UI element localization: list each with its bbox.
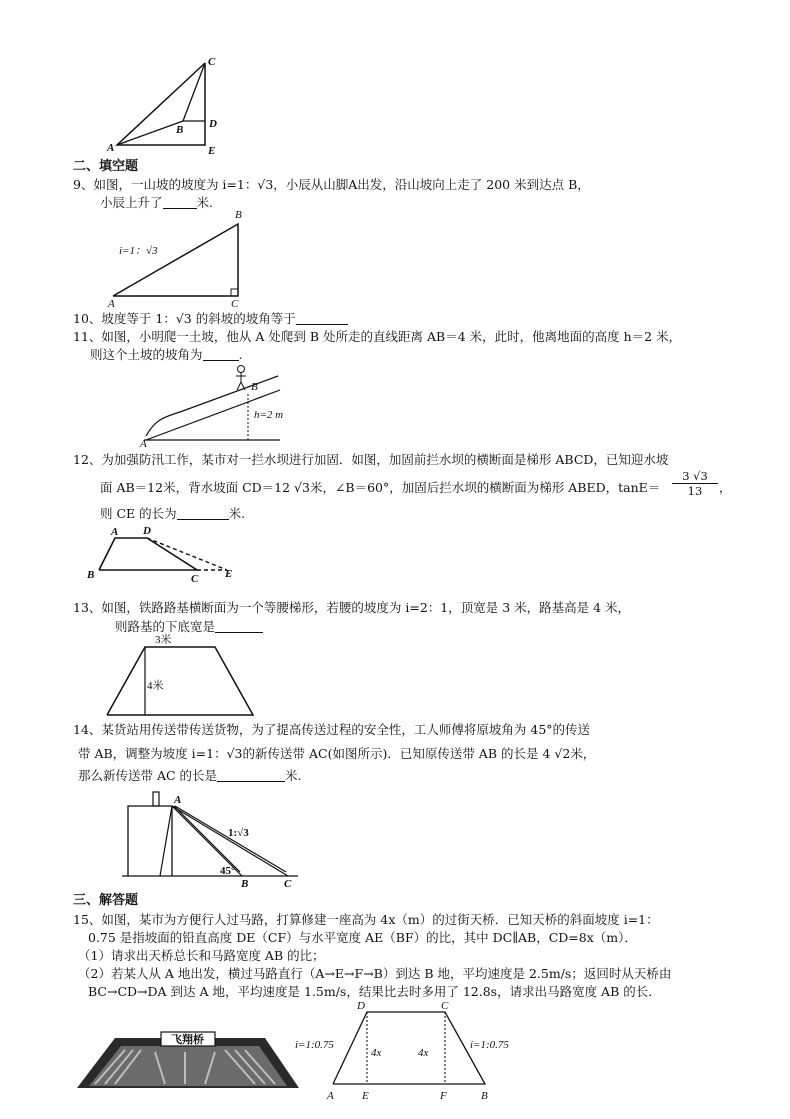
q14-text-a: 那么新传送带 AC 的长是: [78, 768, 218, 783]
q14-answer-blank[interactable]: [217, 769, 285, 782]
figure-triangle-acde: [105, 55, 225, 155]
q14-line1: 14、某货站用传送带传送货物，为了提高传送过程的安全性，工人师傅将原坡角为 45°的传送: [73, 722, 591, 737]
q11-label-a: A: [140, 438, 147, 450]
q11-height-label: h=2 m: [254, 409, 284, 421]
q12-text-a: 则 CE 的长为: [100, 506, 177, 521]
q12-trapezoid: [99, 538, 197, 570]
q14-label-c: C: [284, 878, 292, 890]
q10-answer-blank[interactable]: [296, 312, 348, 325]
q11-line1: 11、如图，小明爬一土坡，他从 A 处爬到 B 处所走的直线距离 AB＝4 米，此时，他离地面的高度 h＝2 米，: [73, 329, 682, 344]
line-bc: [183, 63, 205, 121]
bridge-sign-text: 飞翔桥: [171, 1034, 204, 1046]
q9-line1: 9、如图，一山坡的坡度为 i=1：√3，小辰从山脚A出发，沿山坡向上走了 200 米到达点 B，: [73, 177, 590, 192]
q15-label-d: D: [357, 1000, 365, 1012]
q12-new-slope: [147, 538, 227, 570]
q15-line1: 15、如图，某市为方便行人过马路，打算修建一座高为 4x（m）的过街天桥．已知天桥的斜面坡度 i=1：: [73, 912, 659, 927]
q12-label-e: E: [225, 568, 233, 580]
q12-line1: 12、为加强防汛工作，某市对一拦水坝进行加固．如图，加固前拦水坝的横断面是梯形 ABCD，已知迎水坡: [73, 452, 669, 467]
label-c: C: [208, 56, 216, 68]
label-d: D: [209, 118, 217, 130]
q14-angle-label: 45°: [220, 865, 236, 877]
q13-height-label: 4米: [147, 680, 164, 692]
q11-text-a: 则这个土坡的坡角为: [90, 347, 203, 362]
q12-figure: [85, 522, 245, 585]
q13-figure: [105, 633, 255, 719]
q13-line1: 13、如图，铁路路基横断面为一个等腰梯形，若腰的坡度为 i=2：1，顶宽是 3 米，路基高是 4 米，: [73, 600, 631, 615]
label-e: E: [208, 145, 216, 157]
q15-height-label-1: 4x: [371, 1047, 382, 1059]
q9-label-a: A: [108, 298, 115, 310]
q14-label-a: A: [174, 794, 182, 806]
q15-label-f: F: [440, 1090, 447, 1102]
q12-fraction: [672, 469, 718, 498]
q12-text-b: 米.: [228, 506, 246, 521]
q14-line2: 带 AB，调整为坡度 i=1：√3的新传送带 AC(如图所示)．已知原传送带 AB 的长是 4 √2米，: [78, 746, 596, 761]
label-a: A: [107, 142, 115, 154]
q11-text-b: .: [238, 347, 243, 362]
q14-line3: [78, 768, 302, 783]
q15-line2: 0.75 是指坡面的铅直高度 DE（CF）与水平宽度 AE（BF）的比，其中 DC∥AB，CD=8x（m）．: [88, 930, 637, 945]
q15-label-e: E: [362, 1090, 369, 1102]
q12-label-a: A: [111, 526, 119, 538]
q11-label-b: B: [251, 381, 258, 393]
section-title-answer: 三、解答题: [73, 893, 139, 908]
q15-slope-left: i=1:0.75: [295, 1039, 334, 1051]
q13-line2: [115, 619, 263, 634]
q9-label-c: C: [231, 298, 239, 310]
q14-front-edge: [160, 806, 172, 876]
q9-text-a: 小辰上升了: [100, 195, 163, 210]
q10-line: [73, 311, 348, 326]
q12-line2-end: ，: [719, 480, 732, 495]
q14-slope-label: 1:√3: [228, 827, 249, 839]
q12-frac-denominator: 13: [687, 484, 703, 498]
q9-slope-label: i=1：√3: [119, 245, 158, 257]
q13-trapezoid: [107, 647, 253, 715]
q11-person-head: [238, 366, 245, 373]
q15-label-b: B: [481, 1090, 488, 1102]
q10-text: 10、坡度等于 1：√3 的斜坡的坡角等于: [73, 311, 296, 326]
q15-line3: （1）请求出天桥总长和马路宽度 AB 的比；: [78, 948, 325, 963]
q12-label-b: B: [87, 569, 95, 581]
q13-answer-blank[interactable]: [215, 620, 263, 633]
q14-figure: [120, 788, 305, 888]
q12-answer-blank[interactable]: [177, 507, 229, 520]
line-ab: [117, 121, 183, 145]
q9-figure: [105, 206, 245, 310]
q12-frac-numerator: 3 √3: [672, 469, 718, 484]
q11-figure: [140, 360, 290, 448]
q11-person-body: [236, 373, 246, 390]
q14-text-b: 米.: [285, 768, 302, 783]
q13-text: 则路基的下底宽是: [115, 619, 216, 634]
q12-line3: [100, 506, 245, 521]
q15-bridge-photo: [75, 1028, 300, 1090]
q15-trapezoid: [333, 1012, 485, 1084]
q15-label-c: C: [441, 1000, 449, 1012]
q14-label-b: B: [241, 878, 249, 890]
q15-slope-right: i=1:0.75: [470, 1039, 509, 1051]
section-title-fill-in: 二、填空题: [73, 159, 139, 174]
q9-label-b: B: [235, 209, 242, 221]
q12-line2: 面 AB＝12米，背水坡面 CD＝12 √3米，∠B＝60°，加固后拦水坝的横断面为梯形 ABED，tanE＝: [100, 480, 661, 495]
q15-line4: （2）若某人从 A 地出发，横过马路直行（A→E→F→B）到达 B 地，平均速度是 2.5m/s；返回时从天桥由: [78, 966, 672, 981]
line-ace: [117, 63, 205, 145]
q9-right-angle: [231, 289, 238, 296]
q15-bridge-diagram: [295, 998, 540, 1104]
q12-label-d: D: [143, 525, 151, 537]
q9-triangle: [113, 224, 238, 296]
q14-chimney: [153, 792, 159, 806]
q15-label-a: A: [327, 1090, 334, 1102]
q13-top-label: 3米: [155, 634, 172, 646]
q15-line5: BC→CD→DA 到达 A 地，平均速度是 1.5m/s，结果比去时多用了 12.8s，请求出马路宽度 AB 的长．: [88, 984, 661, 999]
q15-height-label-2: 4x: [418, 1047, 429, 1059]
q9-text-b: 米.: [196, 195, 213, 210]
q12-label-c: C: [191, 573, 199, 585]
label-b: B: [176, 124, 184, 136]
q11-slope-upper: [146, 376, 278, 436]
